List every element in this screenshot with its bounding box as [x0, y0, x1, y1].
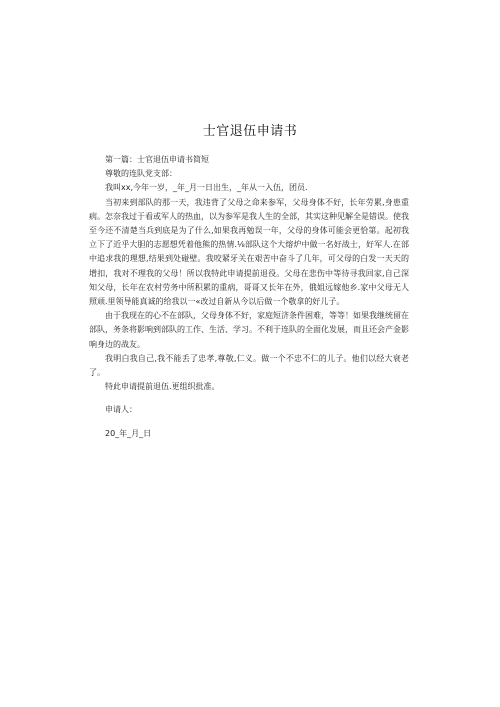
paragraph-reason: 由于我现在的心不在部队，父母身体不好，家庭短济条件困难，等等！如果我继统留在部队，务条将影响到部队的工作、生活、学习。不利于连队的全面化发展，而且还会产金影响身边的战友。	[89, 311, 409, 349]
paragraph-request: 特此申请提前退伍.更组织批准。	[105, 382, 220, 392]
spacer	[89, 418, 409, 427]
applicant-label: 申请人：	[105, 405, 137, 415]
document-title: 士官退伍申请书	[202, 124, 298, 139]
paragraph-intro: 我叫xx,今年一岁，_年_月一日出生，_年从一入伍，团员.	[105, 183, 308, 193]
paragraph-conclusion: 我明白我自己,我不能丢了忠孝,尊敬,仁义。做一个不忠不仁的儿子。他们以经大衰老了。	[89, 353, 409, 378]
salutation: 尊敬的连队党支部：	[105, 169, 177, 179]
paragraph-main: 当初来到部队的那一天，我违背了父母之命来参军，父母身体不好，长年劳累,身患重病。怎奈我过于看或军人的热血，以为参军是我人生的全部，其实这种见解全是错误。使我至今还不清楚当兵到底是为了什么,如果我再勉误一年，父母的身体可能会更恰第。起初我立下了近乎大胆的志愿想凭着他熊的热情.⅛部队这个大熔炉中做一名好战士，好军人.在部中追求我的理想,结果到处碰壁。我咬紧牙关在艰苦中奋斗了几年，可父母的白发一天天的增扣，我对不理我的父母！所以我特此申请提前退役。父母在悲伤中等待寻我回家,自己深知父母，长年在农村劳务中所积累的重病，哥哥又长年在外，俄姐远嫁他乡.家中父母无人照顽.里领导能真诚的给我以一«改过自新从今以后做一个敬拿的好儿子。	[89, 197, 409, 307]
document-body	[89, 153, 409, 441]
date-line: 20_年_月_日	[105, 428, 152, 438]
spacer	[89, 394, 409, 403]
section-heading: 第一篇：士官退伍申请书简短	[105, 155, 209, 164]
